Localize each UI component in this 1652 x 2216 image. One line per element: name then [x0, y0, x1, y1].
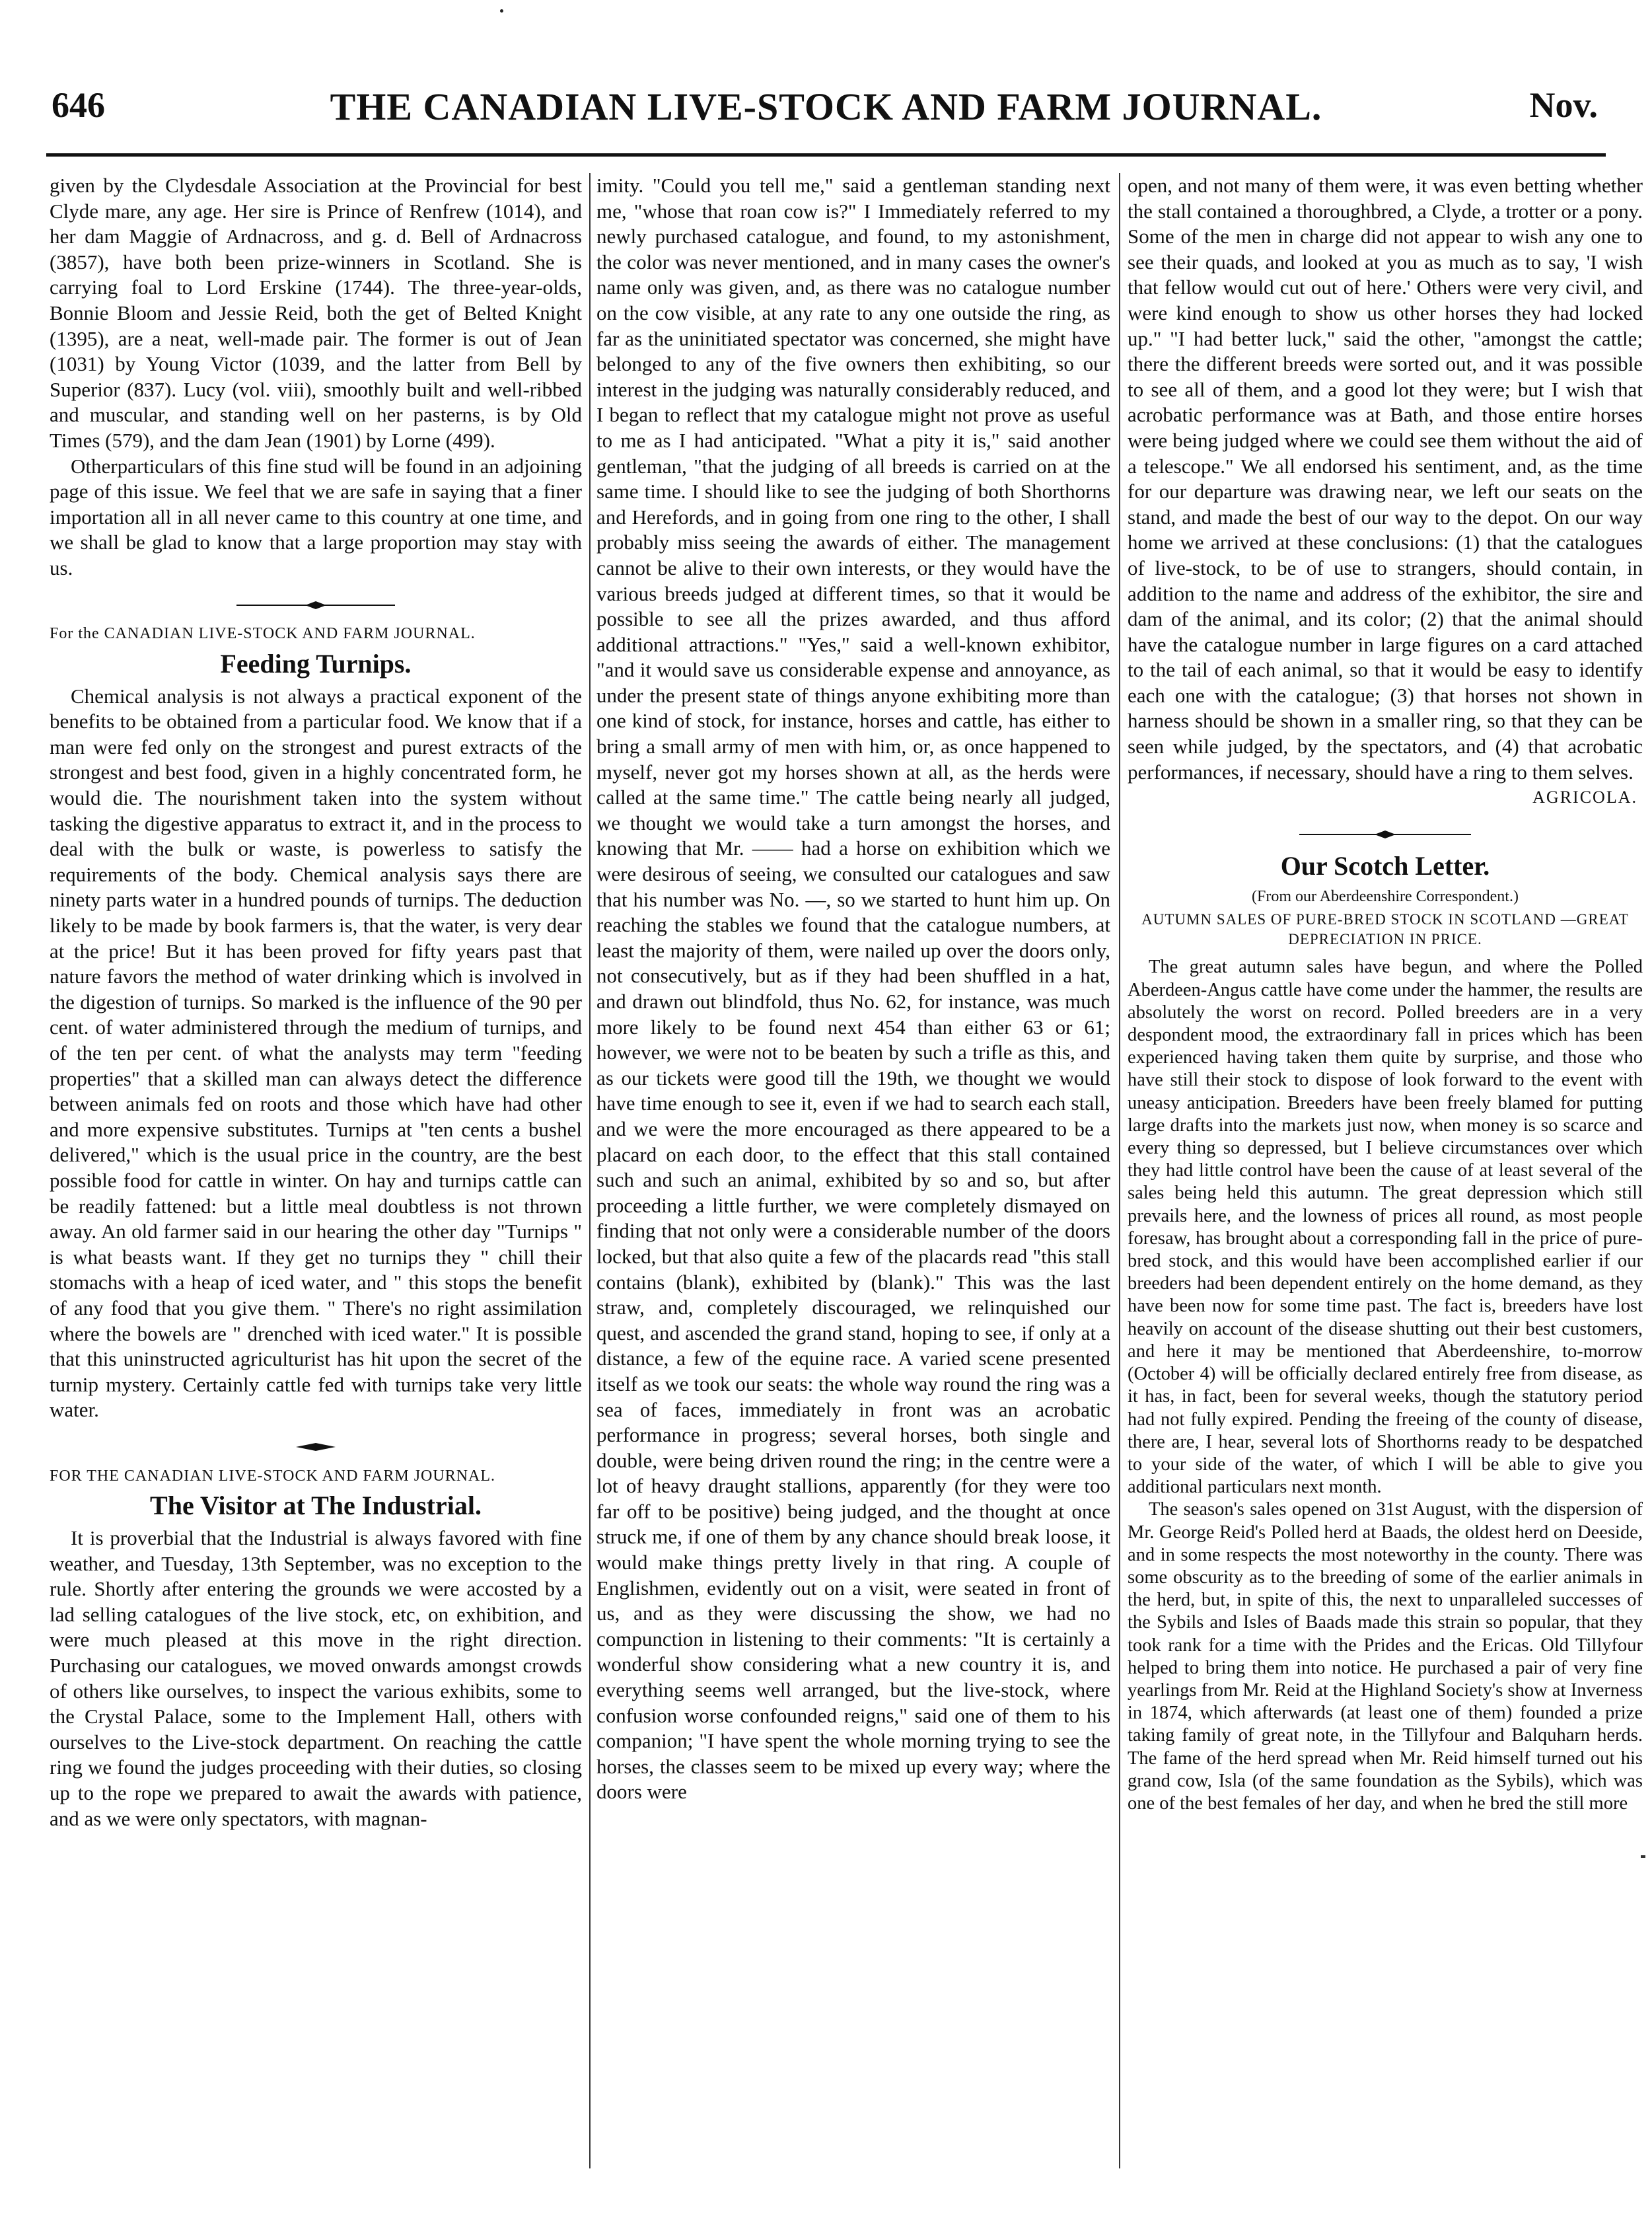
- section-subhead: AUTUMN SALES OF PURE-BRED STOCK IN SCOTLAND —GREAT DEPRECIATION IN PRICE.: [1141, 911, 1629, 948]
- column-middle: [596, 173, 1110, 2170]
- column-left: [50, 173, 582, 2170]
- stud-particulars-paragraph: Otherparticulars of this fine stud will be found in an adjoining page of this issue. We feel that we are safe in saying that a finer importation all in all never came to this country at one time, and we shall be glad to know that a large proportion may stay with us.: [50, 454, 582, 579]
- issue-month: Nov.: [1529, 85, 1598, 125]
- article-credit: FOR THE CANADIAN LIVE-STOCK AND FARM JOURNAL.: [50, 1467, 496, 1485]
- clydesdale-paragraph: given by the Clydesdale Association at the Provincial for best Clyde mare, any age. Her sire is Prince of Renfrew (1014), and her dam Maggie of Ardnacross, and g. d. Bell of Ardnacross (3857), have both been prize-winners in Scotland. She is carrying foal to Lord Erskine (1744). The three-year-olds, Bonnie Bloom and Jessie Reid, both the get of Belted Knight (1395), are a neat, well-made pair. The former is out of Jean (1031) by Young Victor (1039, and the latter from Bell by Superior (837). Lucy (vol. viii), smoothly built and well-ribbed and muscular, and standing well on her pasterns, is by Old Times (579), and the dam Jean (1901) by Lorne (499).: [50, 174, 582, 452]
- section-divider: [1128, 820, 1643, 846]
- section-divider: [50, 591, 582, 616]
- section-divider: [50, 1432, 582, 1458]
- masthead: [40, 85, 1612, 137]
- column-rule-left: [589, 173, 591, 2168]
- visitor-continued-paragraph: imity. "Could you tell me," said a gentleman standing next me, "whose that roan cow is?" I Immediately referred to my newly purchased catalogue, and found, to my astonishment, the color was never mentioned, and in many cases the owner's name only was given, and, as there was no catalogue number on the cow visible, at any rate to any one outside the ring, as far as the uninitiated spectator was concerned, she might have belonged to any of the five owners then exhibiting, so our interest in the judging was naturally considerably reduced, and I began to reflect that my catalogue might not prove as useful to me as I had anticipated. "What a pity it is," said another gentleman, "that the judging of all breeds is carried on at the same time. I should like to see the judging of both Shorthorns and Herefords, and in going from one ring to the other, I shall probably miss seeing the awards of either. The management cannot be alive to their own interests, or they would have the various breeds judged at different times, so that it would be possible to see all the prizes awarded, and thus afford additional attractions." "Yes," said a well-known exhibitor, "and it would save us considerable expense and annoyance, as under the present state of things anyone exhibiting more than one kind of stock, for instance, horses and cattle, has either to bring a small army of men with him, or, as once happened to myself, never got my horses shown at all, as the herds were called at the same time." The cattle being nearly all judged, we thought we would take a turn amongst the horses, and knowing that Mr. —— had a horse on exhibition which we were desirous of seeing, we consulted our catalogues and saw that his number was No. —, so we started to hunt him up. On reaching the stables we found that the catalogue numbers, at least the majority of them, were nailed up over the doors only, not consecutively, but as if they had been shuffled in a hat, and drawn out blindfold, thus No. 62, for instance, was much more likely to be found next 454 than either 63 or 61; however, we were not to be beaten by such a trifle as this, and as our tickets were good till the 19th, we thought we would have time enough to see it, even if we had to search each stall, and we were the more encouraged as there appeared to be a placard on each door, to the effect that this stall contained such and such an animal, exhibited by so and so, but after proceeding a little further, we were completely dismayed on finding that not only were a considerable number of the doors locked, but that also quite a few of the placards read "this stall contains (blank), exhibited by (blank)." This was the last straw, and, completely discouraged, we relinquished our quest, and ascended the grand stand, hoping to see, if only at a distance, a few of the equine race. A varied scene presented itself as we took our seats: the whole way round the ring was a sea of faces, immediately in front was an acrobatic performance in progress; several horses, both single and double, were being driven round the ring; in the centre were a lot of heavy draught stallions, apparently (for they were too far off to be positive) being judged, and the thought at once struck me, if one of them by any chance should break loose, it would make things pretty lively in that ring. A couple of Englishmen, evidently out on a visit, were seated in front of us, and as they were discussing the show, we had no compunction in listening to their comments: "It is certainly a wonderful show considering what a new country it is, and everything seems well arranged, but the live-stock, where confusion worse confounded reigns," said one of them to his companion; "I have spent the whole morning trying to see the horses, the classes seem to be mixed up every way; where the doors were: [596, 174, 1110, 1804]
- author-signature: AGRICOLA.: [1532, 788, 1637, 807]
- column-right: [1128, 173, 1643, 2170]
- heading-feeding-turnips: Feeding Turnips.: [220, 648, 412, 679]
- correspondent-note: (From our Aberdeenshire Correspondent.): [1252, 888, 1519, 906]
- season-sales-paragraph: The season's sales opened on 31st August, with the dispersion of Mr. George Reid's Polled herd at Baads, the oldest herd on Deeside, and in some respects the most noteworthy in the county. There was some obscurity as to the breeding of some of the earlier animals in the herd, but, in spite of this, the next to unparalleled successes of the Sybils and Isles of Baads made this strain so popular, that they took rank for a time with the Prides and the Ericas. Old Tillyfour helped to bring them into notice. He purchased a pair of very fine yearlings from Mr. Reid at the Highland Society's show at Inverness in 1874, which afterwards (at least one of them) founded a prize taking family of great note, in the Tillyfour and Balquharn herds. The fame of the herd spread when Mr. Reid himself turned out his grand cow, Isla (of the same foundation as the Sybils), which was one of the best females of her day, and when he bred the still more: [1128, 1499, 1643, 1814]
- print-speck: [500, 9, 503, 13]
- heading-scotch-letter: Our Scotch Letter.: [1280, 851, 1490, 881]
- feeding-turnips-paragraph: Chemical analysis is not always a practical exponent of the benefits to be obtained from a particular food. We know that if a man were fed only on the strongest and purest extracts of the strongest and best food, given in a highly concentrated form, he would die. The nourishment taken into the system without tasking the digestive apparatus to extract it, and in the process to deal with the bulk or waste, is powerless to satisfy the requirements of the body. Chemical analysis says there are ninety parts water in a hundred pounds of turnips. The deduction likely to be made by book farmers is, that the water, is very dear at the price! But it has been proved for fifty years past that nature favors the method of water drinking which is involved in the digestion of turnips. So marked is the influence of the 90 per cent. of water administered through the medium of turnips, and of the ten per cent. of what the analysts may term "feeding properties" that a skilled man can always detect the difference between animals fed on roots and those which have had other and more expensive substitutes. Turnips at "ten cents a bushel delivered," which is the usual price in the country, are the best possible food for cattle in winter. On hay and turnips cattle can be readily fattened: but a little meal doubtless is not thrown away. An old farmer said in our hearing the other day "Turnips " is what beasts want. If they get no turnips they " chill their stomachs with a heap of iced water, and " this stops the benefit of any food that you give them. " There's no right assimilation where the bowels are " drenched with iced water." It is possible that this uninstructed agriculturist has hit upon the secret of the turnip mystery. Certainly cattle fed with turnips take very little water.: [50, 684, 582, 1422]
- visitor-conclusion-paragraph: open, and not many of them were, it was even betting whether the stall contained a thoroughbred, a Clyde, a trotter or a pony. Some of the men in charge did not appear to wish any one to see their quads, and looked at you as much as to say, 'I wish that fellow would cut out of here.' Others were very civil, and were kind enough to show us other horses they had locked up." "I had better luck," said the other, "amongst the cattle; there the different breeds were sorted out, and it was possible to see all of them, and a good lot they were; but I wish that acrobatic performance was at Bath, and those entire horses were being judged where we could see them without the aid of a telescope." We all endorsed his sentiment, and, as the time for our departure was drawing near, we left our seats on the stand, and made the best of our way to the depot. On our way home we arrived at these conclusions: (1) that the catalogues of live-stock, to be of use to strangers, should contain, in addition to the name and address of the exhibitor, the sire and dam of the animal, and its color; (2) that the animal should have the catalogue number in large figures on a card attached to the tail of each animal, so that it would be easy to identify each one with the catalogue; (3) that horses not shown in harness should be shown in a smaller ring, so that they can be seen while judged, by the spectators, and (4) that acrobatic performances, if necessary, should have a ring to them selves.: [1128, 174, 1643, 784]
- column-rule-right: [1119, 173, 1120, 2168]
- autumn-sales-paragraph: The great autumn sales have begun, and where the Polled Aberdeen-Angus cattle have come under the hammer, the results are absolutely the worst on record. Polled breeders are in a very despondent mood, the extraordinary fall in prices which has been experienced having taken them quite by surprise, and those who have still their stock to dispose of look forward to the event with uneasy anticipation. Breeders have been freely blamed for putting large drafts into the markets just now, when money is so scarce and every thing so depressed, but I believe circumstances over which they had little control have been the cause of at least several of the sales being held this autumn. The great depression which still prevails here, and the lowness of prices all round, as most people foresaw, has brought about a corresponding fall in the price of pure-bred stock, and this would have been accomplished earlier if our breeders had been dependent entirely on the home demand, as they have been now for some time past. The fact is, breeders have lost heavily on account of the disease shutting out their best customers, and here it may be mentioned that Aberdeenshire, to-morrow (October 4) will be officially declared entirely free from disease, as it has, in fact, been for several weeks, though the statutory period had not fully expired. Pending the freeing of the county of disease, there are, I hear, several lots of Shorthorns ready to be despatched to your side of the water, of which I will be able to give you additional particulars next month.: [1128, 957, 1643, 1498]
- heading-visitor-industrial: The Visitor at The Industrial.: [150, 1491, 482, 1521]
- article-credit: For the CANADIAN LIVE-STOCK AND FARM JOURNAL.: [50, 625, 476, 643]
- visitor-paragraph: It is proverbial that the Industrial is always favored with fine weather, and Tuesday, 13th September, was no exception to the rule. Shortly after entering the grounds we were accosted by a lad selling catalogues of the live stock, etc, on exhibition, and were much pleased at this move in the right direction. Purchasing our catalogues, we moved onwards amongst crowds of others like ourselves, to inspect the various exhibits, some to the Crystal Palace, some to the Implement Hall, others with ourselves to the Live-stock department. On reaching the cattle ring we found the judges proceeding with their duties, so closing up to the rope we prepared to await the awards with patience, and as we were only spectators, with magnan-: [50, 1526, 582, 1830]
- journal-title: THE CANADIAN LIVE-STOCK AND FARM JOURNAL.: [330, 85, 1322, 128]
- page-number: 646: [52, 85, 105, 125]
- masthead-rule: [46, 153, 1606, 157]
